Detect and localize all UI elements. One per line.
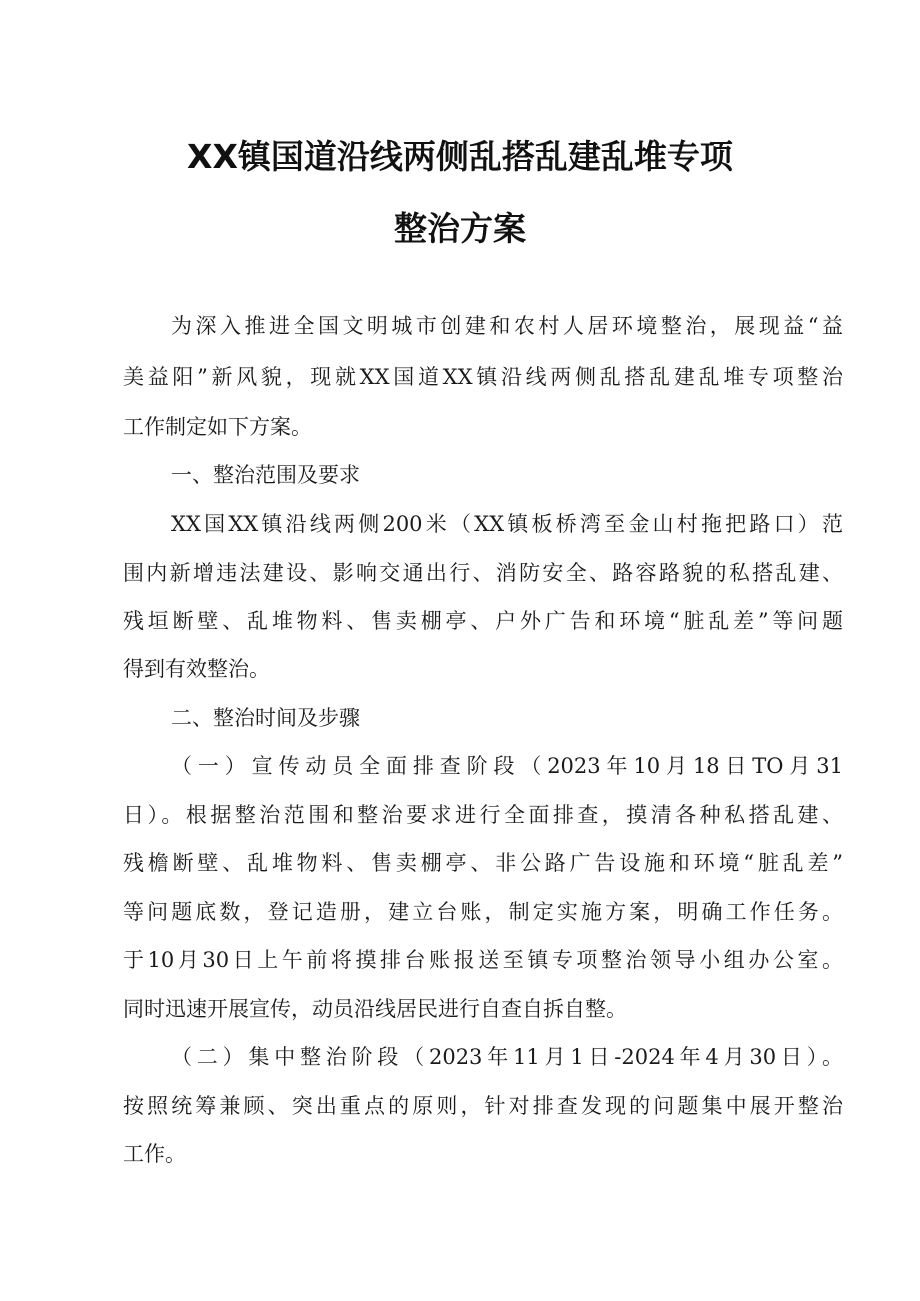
section-heading-scope: 一、整治范围及要求 [171,463,360,487]
document-title-line-1: XX镇国道沿线两侧乱搭乱建乱堆专项 [187,137,733,176]
stage-one-paragraph-line: 同时迅速开展宣传，动员沿线居民进行自查自拆自整。 [123,997,627,1021]
stage-two-paragraph-line: （二）集中整治阶段（2023年11月1日-2024年4月30日）。 [171,1045,843,1069]
intro-paragraph-line: 工作制定如下方案。 [123,415,312,439]
stage-two-paragraph-line: 工作。 [123,1142,186,1166]
scope-paragraph-line: 得到有效整治。 [123,657,270,681]
stage-one-paragraph-line: 残檐断壁、乱堆物料、售卖棚亭、非公路广告设施和环境“脏乱差” [123,851,843,875]
section-heading-schedule: 二、整治时间及步骤 [171,706,360,730]
scope-paragraph-line: XX国XX镇沿线两侧200米（XX镇板桥湾至金山村拖把路口）范 [171,512,843,536]
intro-paragraph-line: 为深入推进全国文明城市创建和农村人居环境整治，展现益“益 [171,314,843,338]
scope-paragraph-line: 围内新增违法建设、影响交通出行、消防安全、路容路貌的私搭乱建、 [123,561,843,585]
stage-one-paragraph-line: 于10月30日上午前将摸排台账报送至镇专项整治领导小组办公室。 [123,948,843,972]
stage-one-paragraph-line: 等问题底数，登记造册，建立台账，制定实施方案，明确工作任务。 [123,900,843,924]
stage-one-paragraph-line: （一）宣传动员全面排查阶段（2023年10月18日TO月31 [171,754,843,778]
intro-paragraph-line: 美益阳”新风貌，现就XX国道XX镇沿线两侧乱搭乱建乱堆专项整治 [123,365,843,389]
document-title-line-2: 整治方案 [394,209,526,248]
stage-two-paragraph-line: 按照统筹兼顾、突出重点的原则，针对排查发现的问题集中展开整治 [123,1094,843,1118]
scope-paragraph-line: 残垣断壁、乱堆物料、售卖棚亭、户外广告和环境“脏乱差”等问题 [123,609,843,633]
stage-one-paragraph-line: 日）。根据整治范围和整治要求进行全面排查，摸清各种私搭乱建、 [123,803,843,827]
